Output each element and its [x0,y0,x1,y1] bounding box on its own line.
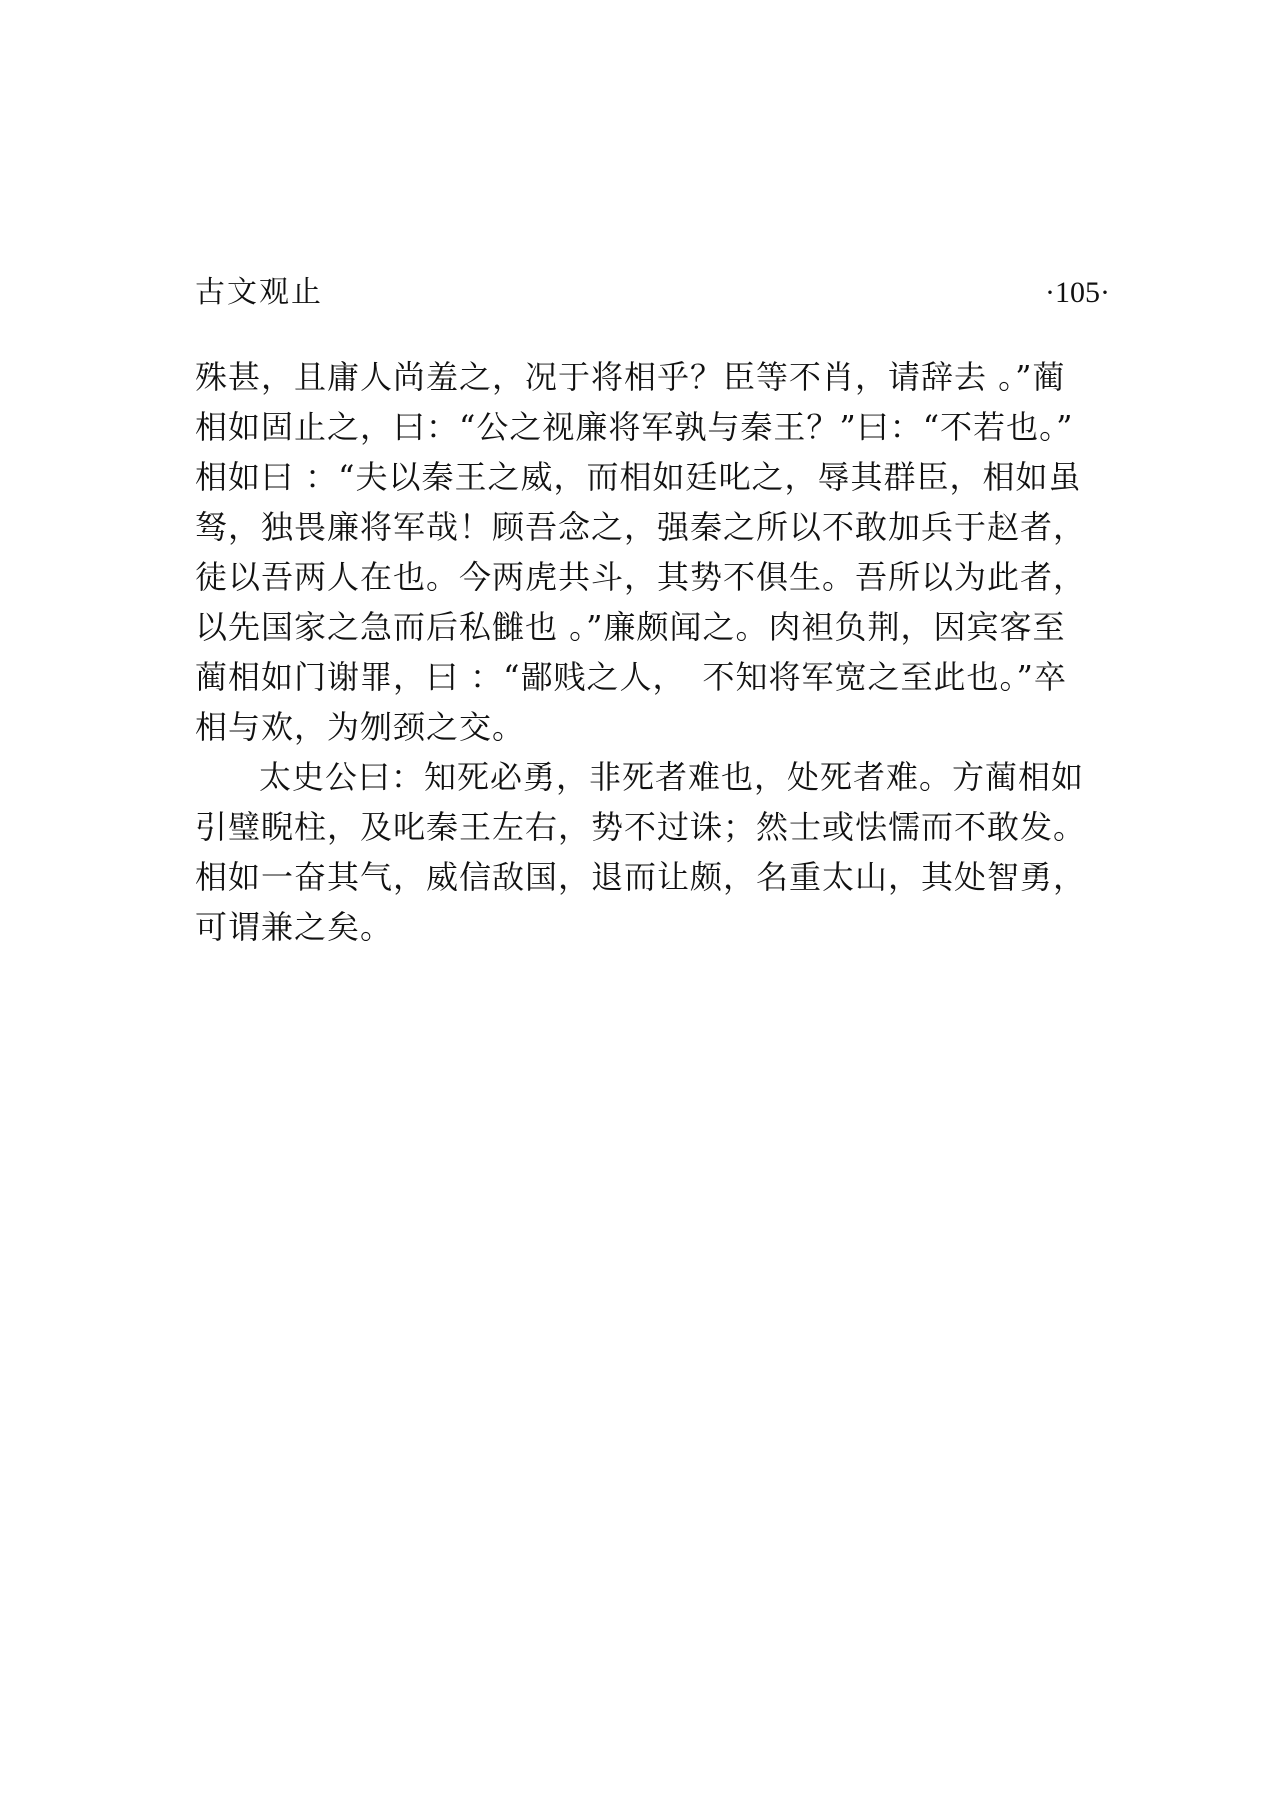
text-line: 徒以吾两人在也。今两虎共斗，其势不俱生。吾所以为此者， [195,558,1087,596]
text-line: 相如曰 ：“夫以秦王之威，而相如廷叱之，辱其群臣，相如虽 [195,458,1082,496]
text-line: 可谓兼之矣。 [195,908,394,946]
text-line: 驽，独畏廉将军哉！顾吾念之，强秦之所以不敢加兵于赵者， [195,508,1087,546]
text-line: 蔺相如门谢罪，曰 ：“鄙贱之人， 不知将军宽之至此也。”卒 [195,658,1067,696]
text-line: 以先国家之急而后私雠也 。”廉颇闻之。肉袒负荆，因宾客至 [195,608,1066,646]
paragraph-start-line: 太史公曰：知死必勇，非死者难也，处死者难。方蔺相如 [259,758,1085,796]
text-line: 引璧睨柱，及叱秦王左右，势不过诛；然士或怯懦而不敢发。 [195,808,1087,846]
text-line: 殊甚，且庸人尚羞之，况于将相乎？臣等不肖，请辞去 。”蔺 [195,358,1066,396]
body-text [195,352,1095,952]
page-number: ·105· [1045,276,1110,309]
text-line: 相如固止之，曰：“公之视廉将军孰与秦王？”曰：“不若也。” [195,408,1074,446]
book-title: 古文观止 [195,275,323,310]
text-line: 相如一奋其气，威信敌国，退而让颇，名重太山，其处智勇， [195,858,1087,896]
text-line: 相与欢，为刎颈之交。 [195,708,526,746]
page-header [195,270,1110,320]
